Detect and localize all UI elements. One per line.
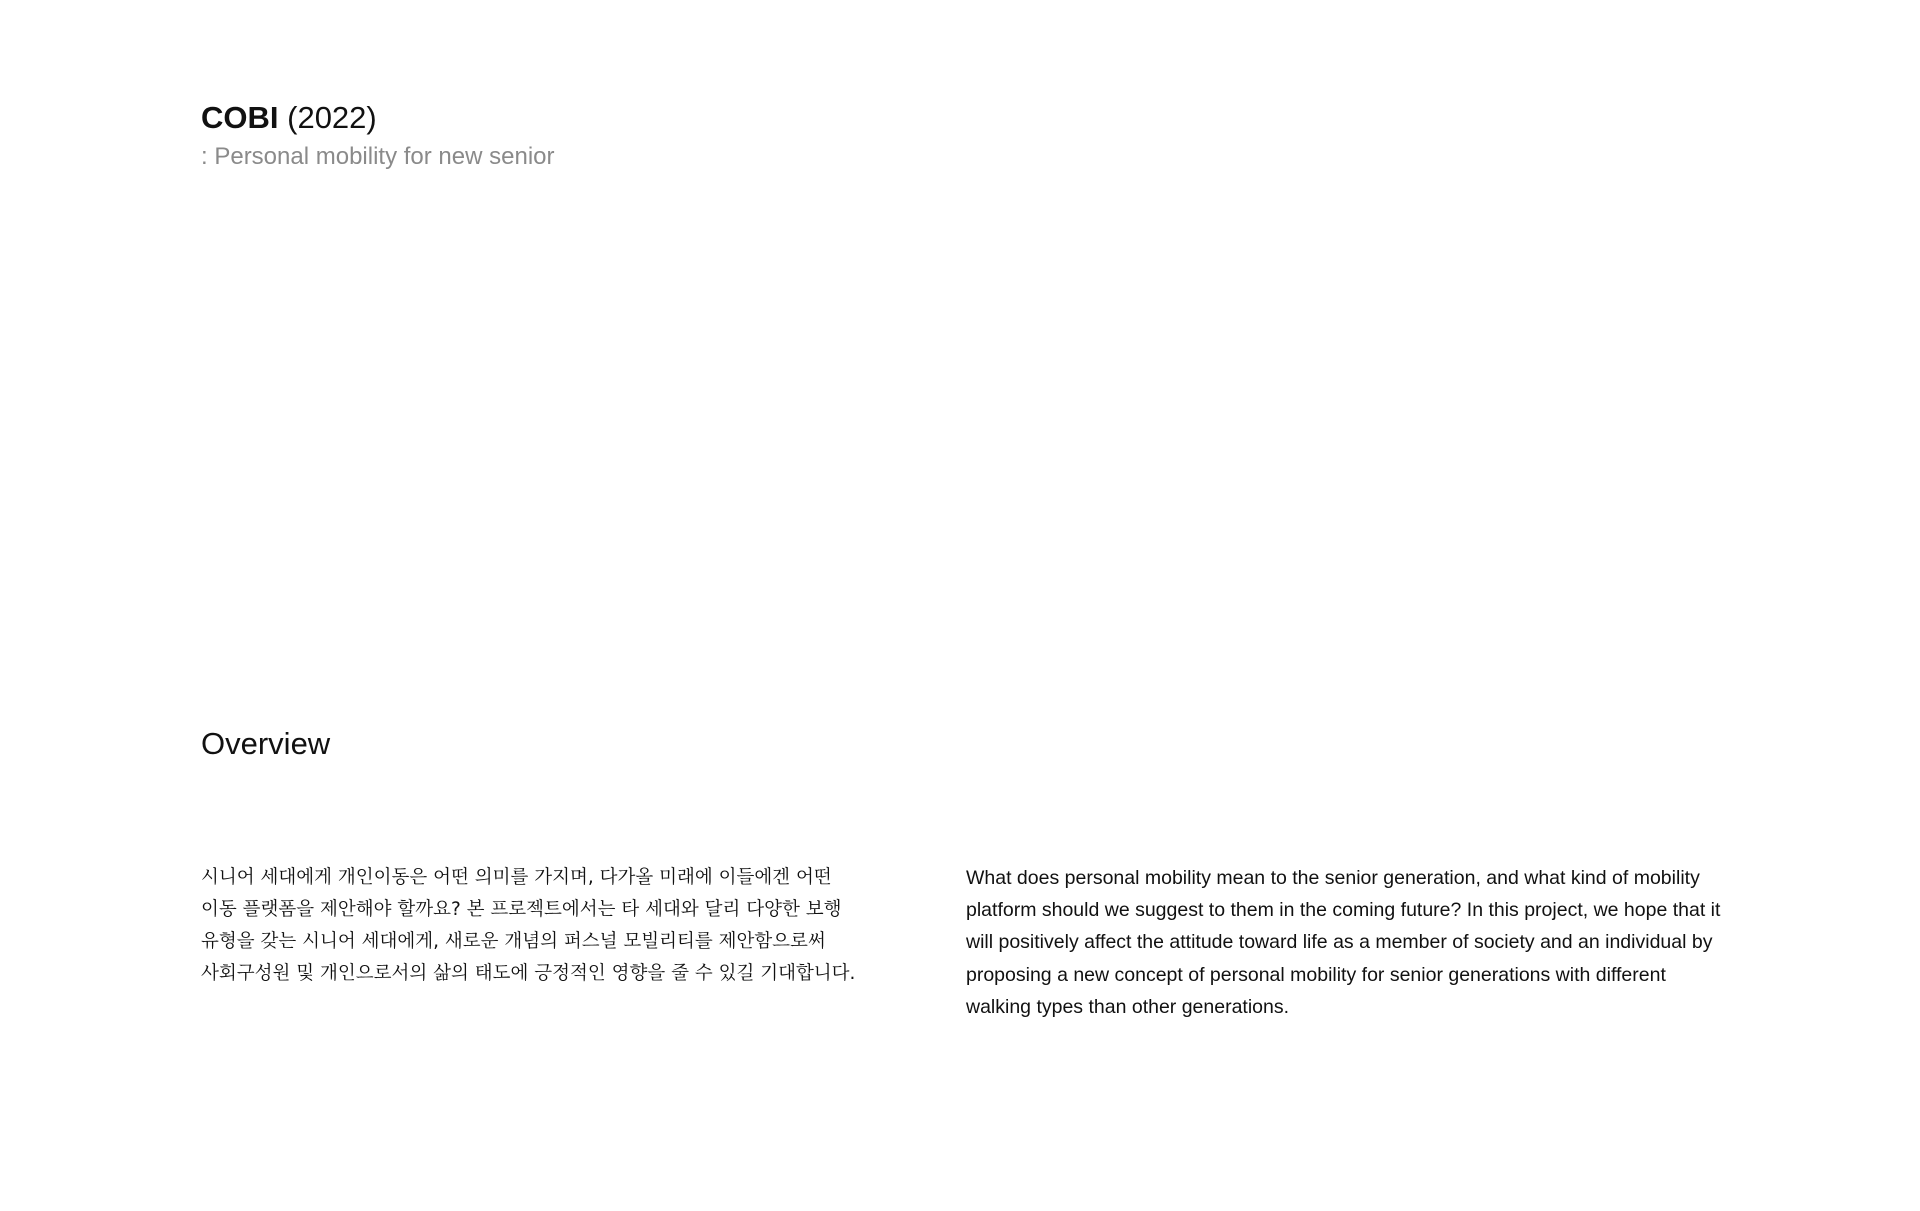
project-title — [201, 96, 554, 140]
project-year: (2022) — [287, 100, 377, 135]
project-name: COBI — [201, 100, 279, 135]
overview-text-korean: 시니어 세대에게 개인이동은 어떤 의미를 가지며, 다가올 미래에 이들에겐 어떤 이동 플랫폼을 제안해야 할까요? 본 프로젝트에서는 타 세대와 달리 다양한 보행 유형을 갖는 시니어 세대에게, 새로운 개념의 퍼스널 모빌리티를 제안함으로써 사회구성원 및 개인으로서의 삶의 태도에 긍정적인 영향을 줄 수 있길 기대합니다. — [201, 867, 856, 984]
overview-text-english: What does personal mobility mean to the senior generation, and what kind of mobility platform should we suggest to them in the coming future? In this project, we hope that it will positively affect the attitude toward life as a member of society and an individual by proposing a new concept of personal mobility for senior generations with different walking types than other generations. — [966, 867, 1721, 1018]
project-header — [201, 96, 554, 174]
overview-heading: Overview — [201, 726, 331, 761]
project-subtitle: : Personal mobility for new senior — [201, 143, 555, 170]
